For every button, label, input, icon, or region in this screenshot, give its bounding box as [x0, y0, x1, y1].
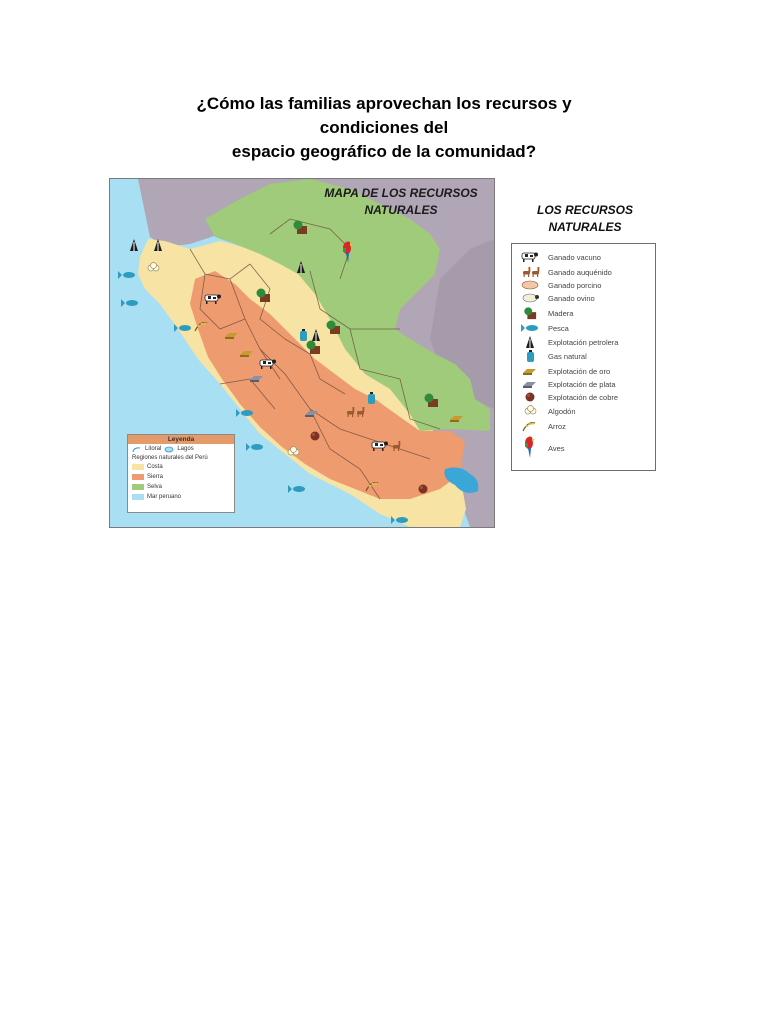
- resource-item: [518, 390, 618, 404]
- resource-label: Algodón: [548, 406, 576, 416]
- silver-bar-icon: [518, 377, 542, 391]
- cow-icon: [518, 250, 542, 264]
- resource-item: [518, 306, 573, 320]
- resource-item: [518, 364, 610, 378]
- oil-rig-icon: [518, 335, 542, 349]
- legend-swatch: [132, 474, 144, 480]
- resources-title-line: LOS RECURSOS: [536, 203, 633, 217]
- resource-label: Ganado auquénido: [548, 267, 612, 277]
- resource-label: Gas natural: [548, 351, 587, 361]
- legend-swatch: [132, 494, 144, 500]
- resource-label: Pesca: [548, 323, 569, 333]
- legend-region-costa: [128, 462, 234, 472]
- page-title-line: ¿Cómo las familias aprovechan los recursos y: [196, 94, 572, 113]
- resource-item: [518, 278, 601, 292]
- pig-icon: [518, 278, 542, 292]
- resource-item: [518, 321, 569, 335]
- litoral-icon: [132, 446, 142, 453]
- page-title-line: espacio geográfico de la comunidad?: [231, 142, 537, 161]
- resource-label: Explotación de oro: [548, 366, 611, 376]
- resources-title: [520, 202, 650, 236]
- resource-item: [518, 419, 566, 433]
- resource-label: Explotación de cobre: [548, 392, 619, 402]
- copper-ore-icon: [518, 390, 542, 404]
- resource-item: [518, 377, 616, 391]
- legend-subheading: Regiones naturales del Perú: [132, 455, 208, 461]
- page-title: [84, 92, 684, 164]
- legend-region-mar: [128, 492, 234, 502]
- resource-label: Explotación petrolera: [548, 337, 619, 347]
- llama-icon: [518, 265, 542, 279]
- resources-legend: [511, 243, 656, 471]
- map-title: [316, 185, 486, 219]
- legend-litoral-lagos: [128, 444, 234, 454]
- page-title-line: condiciones del: [319, 118, 449, 137]
- legend-region-label: Costa: [147, 464, 163, 470]
- legend-region-sierra: [128, 472, 234, 482]
- gold-bar-icon: [518, 364, 542, 378]
- resources-title-line: NATURALES: [548, 220, 622, 234]
- resource-item: [518, 250, 601, 264]
- lake-icon: [164, 446, 174, 453]
- resource-label: Madera: [548, 308, 574, 318]
- fish-icon: [518, 321, 542, 335]
- tree-icon: [518, 306, 542, 320]
- legend-swatch: [132, 464, 144, 470]
- sheep-icon: [518, 291, 542, 305]
- legend-lagos-label: Lagos: [177, 446, 194, 452]
- legend-region-label: Mar peruano: [147, 494, 182, 500]
- resource-label: Ganado vacuno: [548, 252, 601, 262]
- copper-ore-icon: [419, 485, 428, 494]
- legend-swatch: [132, 484, 144, 490]
- resource-item: [518, 335, 618, 349]
- gas-tank-icon: [518, 349, 542, 363]
- legend-region-selva: [128, 482, 234, 492]
- resource-label: Explotación de plata: [548, 379, 616, 389]
- map-title-line: NATURALES: [364, 203, 438, 217]
- resource-label: Aves: [548, 443, 565, 453]
- resource-item: [518, 291, 595, 305]
- legend-region-label: Selva: [147, 484, 163, 490]
- map-title-line: MAPA DE LOS RECURSOS: [324, 186, 478, 200]
- parrot-icon: [518, 435, 542, 461]
- legend-region-label: Sierra: [147, 474, 164, 480]
- map-legend: [127, 434, 235, 513]
- legend-litoral-label: Litoral: [145, 446, 162, 452]
- copper-ore-icon: [311, 432, 320, 441]
- legend-heading: Leyenda: [128, 435, 234, 444]
- resource-label: Ganado ovino: [548, 293, 595, 303]
- resource-item: [518, 349, 587, 363]
- cotton-icon: [518, 404, 542, 418]
- resource-label: Arroz: [548, 421, 566, 431]
- resource-item: [518, 434, 565, 462]
- rice-icon: [518, 419, 542, 433]
- resources-map: [109, 178, 495, 528]
- resource-label: Ganado porcino: [548, 280, 602, 290]
- resource-item: [518, 265, 612, 279]
- resource-item: [518, 404, 576, 418]
